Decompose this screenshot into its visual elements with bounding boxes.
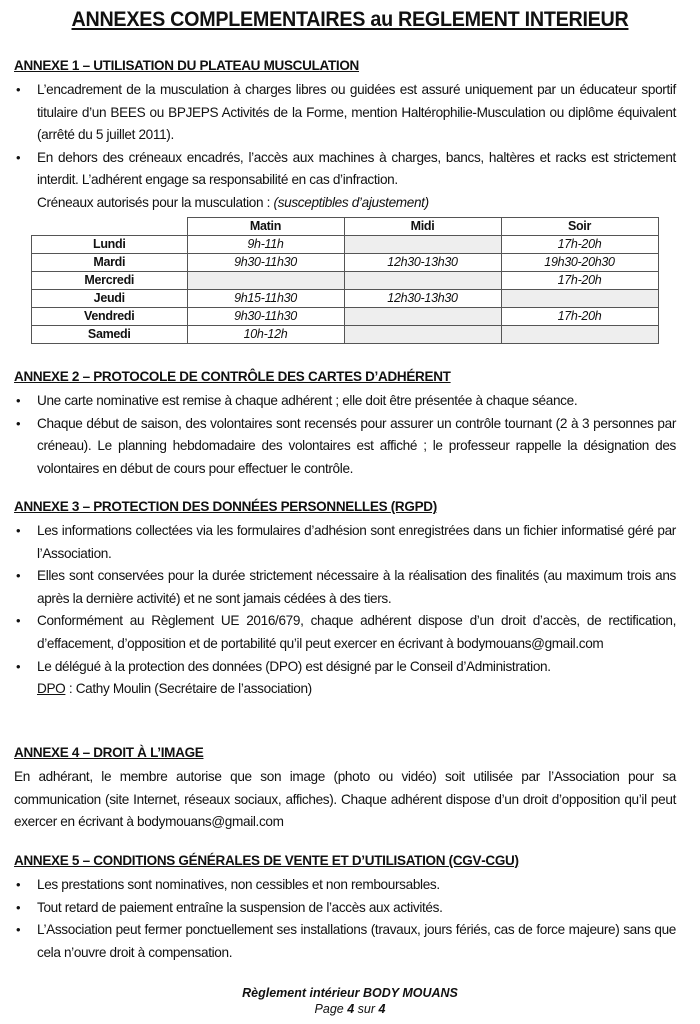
time-cell: 19h30-20h30 — [501, 254, 658, 272]
table-header-soir: Soir — [501, 218, 658, 236]
day-cell: Mercredi — [32, 272, 188, 290]
footer-title: Règlement intérieur BODY MOUANS — [242, 986, 458, 1000]
day-cell: Jeudi — [32, 290, 188, 308]
table-header-blank — [32, 218, 188, 236]
time-cell: 9h30-11h30 — [187, 254, 344, 272]
annexe-4-heading: ANNEXE 4 – DROIT À L’IMAGE — [14, 745, 204, 760]
time-cell: 17h-20h — [501, 308, 658, 326]
time-cell: 9h-11h — [187, 236, 344, 254]
dpo-line — [14, 678, 676, 701]
annexe-5-bullets — [14, 874, 676, 964]
time-cell-empty — [344, 272, 501, 290]
slots-note: (susceptibles d’ajustement) — [273, 194, 429, 210]
annexe-4-paragraph: En adhérant, le membre autorise que son image (photo ou vidéo) soit utilisée par l’Association pour sa communication (site Internet, réseaux sociaux, affiches). Chaque adhérent dispose d’un droit d’opposition qu’il peut exercer en écrivant à bodymouans@gmail.com — [14, 769, 676, 830]
table-header-row — [32, 218, 659, 236]
day-cell: Lundi — [32, 236, 188, 254]
annexe-3-bullets — [14, 520, 676, 678]
table-row — [32, 272, 659, 290]
list-item: • En dehors des créneaux encadrés, l’accès aux machines à charges, bancs, haltères et racks est strictement interdit. L’adhérent engage sa responsabilité en cas d’infraction. — [14, 147, 676, 192]
annexe-1-section — [14, 56, 676, 215]
day-cell: Vendredi — [32, 308, 188, 326]
time-cell-empty — [344, 236, 501, 254]
document-title: ANNEXES COMPLEMENTAIRES au REGLEMENT INTERIEUR — [71, 8, 629, 31]
annexe-5-section — [14, 851, 676, 964]
list-item: • Conformément au Règlement UE 2016/679, chaque adhérent dispose d’un droit d’accès, de rectification, d’effacement, d’opposition et de portabilité qu’il peut exercer en écrivant à bodymouans@gmail.com — [14, 610, 676, 655]
list-item: • Chaque début de saison, des volontaires sont recensés pour assurer un contrôle tournant (2 à 3 personnes par créneau). Le planning hebdomadaire des volontaires est affiché ; le professeur rappelle la désignation des volontaires en début de cours pour effectuer le contrôle. — [14, 413, 676, 481]
table-row — [32, 308, 659, 326]
table-header-matin: Matin — [187, 218, 344, 236]
page-sep: sur — [354, 1002, 379, 1016]
list-item: • Une carte nominative est remise à chaque adhérent ; elle doit être présentée à chaque séance. — [14, 390, 676, 413]
table-row — [32, 290, 659, 308]
page-current: 4 — [347, 1002, 355, 1016]
table-row — [32, 254, 659, 272]
page-total: 4 — [378, 1002, 386, 1016]
annexe-4-section — [14, 743, 676, 834]
annexe-2-bullets — [14, 390, 676, 480]
day-cell: Samedi — [32, 326, 188, 344]
annexe-1-bullets — [14, 79, 676, 192]
time-cell-empty — [501, 290, 658, 308]
annexe-5-heading: ANNEXE 5 – CONDITIONS GÉNÉRALES DE VENTE ET D’UTILISATION (CGV‑CGU) — [14, 853, 519, 868]
annexe-3-section — [14, 497, 676, 701]
slots-intro — [14, 192, 676, 215]
time-cell-empty — [187, 272, 344, 290]
day-cell: Mardi — [32, 254, 188, 272]
annexe-2-section — [14, 367, 676, 480]
list-item: • Les prestations sont nominatives, non cessibles et non remboursables. — [14, 874, 676, 897]
dpo-value: : Cathy Moulin (Secrétaire de l’association) — [65, 681, 312, 697]
list-item: • Elles sont conservées pour la durée strictement nécessaire à la réalisation des finalités (au maximum trois ans après la dernière activité) et ne sont jamais cédées à des tiers. — [14, 565, 676, 610]
time-cell-empty — [344, 308, 501, 326]
list-item: • Tout retard de paiement entraîne la suspension de l’accès aux activités. — [14, 897, 676, 920]
slots-intro-text: Créneaux autorisés pour la musculation : — [37, 194, 274, 210]
list-item: • Le délégué à la protection des données (DPO) est désigné par le Conseil d’Administration. — [14, 656, 676, 679]
annexe-3-heading: ANNEXE 3 – PROTECTION DES DONNÉES PERSONNELLES (RGPD) — [14, 499, 437, 514]
list-item: • Les informations collectées via les formulaires d’adhésion sont enregistrées dans un fichier informatisé géré par l’Association. — [14, 520, 676, 565]
time-cell: 9h30-11h30 — [187, 308, 344, 326]
time-cell: 9h15-11h30 — [187, 290, 344, 308]
time-cell: 17h-20h — [501, 236, 658, 254]
page-number — [0, 1001, 700, 1017]
time-cell-empty — [501, 326, 658, 344]
schedule-table — [31, 217, 659, 344]
page-prefix: Page — [314, 1002, 348, 1016]
time-cell: 10h-12h — [187, 326, 344, 344]
dpo-label: DPO — [37, 681, 66, 697]
time-cell: 17h-20h — [501, 272, 658, 290]
time-cell: 12h30-13h30 — [344, 290, 501, 308]
table-row — [32, 326, 659, 344]
list-item: • L’encadrement de la musculation à charges libres ou guidées est assuré uniquement par un éducateur sportif titulaire d’un BEES ou BPJEPS Activités de la Forme, mention Haltérophilie‑Musculation ou diplôme équivalent (arrêté du 5 juillet 2011). — [14, 79, 676, 147]
annexe-2-heading: ANNEXE 2 – PROTOCOLE DE CONTRÔLE DES CARTES D’ADHÉRENT — [14, 369, 451, 384]
time-cell: 12h30-13h30 — [344, 254, 501, 272]
table-header-midi: Midi — [344, 218, 501, 236]
table-row — [32, 236, 659, 254]
annexe-1-heading: ANNEXE 1 – UTILISATION DU PLATEAU MUSCULATION — [14, 58, 360, 73]
page-footer — [0, 985, 700, 1017]
list-item: • L’Association peut fermer ponctuellement ses installations (travaux, jours fériés, cas de force majeure) sans que cela n’ouvre droit à compensation. — [14, 919, 676, 964]
time-cell-empty — [344, 326, 501, 344]
